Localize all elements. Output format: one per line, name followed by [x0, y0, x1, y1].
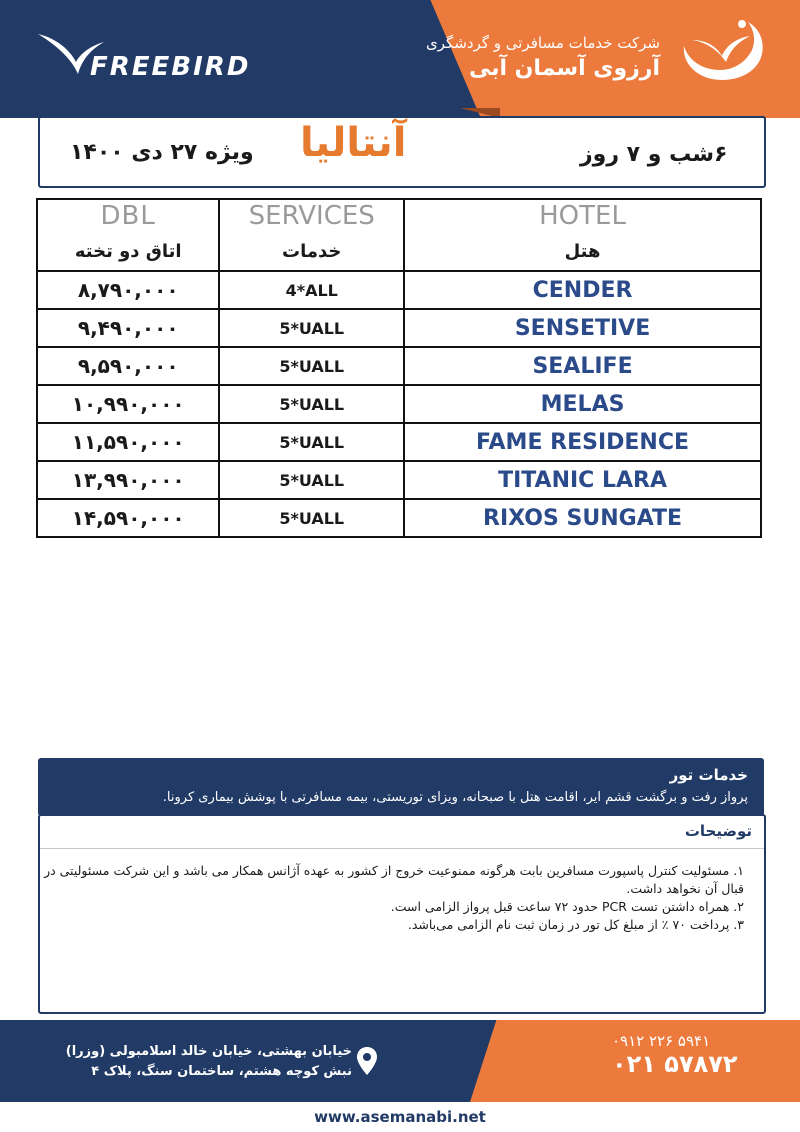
brand-name: FREEBIRD — [90, 52, 251, 82]
destination-title: آنتالیا — [300, 120, 407, 166]
service-cell: 4*ALL — [219, 271, 404, 309]
mobile-phone[interactable]: ۰۹۱۲ ۲۲۶ ۵۹۴۱ — [612, 1032, 711, 1050]
table-row — [37, 347, 761, 385]
header-hotel-fa: هتل — [404, 232, 761, 271]
table-header-fa — [37, 232, 761, 271]
hotel-cell: SENSETIVE — [404, 309, 761, 347]
hotel-cell: SEALIFE — [404, 347, 761, 385]
location-pin-icon — [356, 1046, 378, 1076]
notes-divider — [40, 848, 764, 849]
table-row — [37, 385, 761, 423]
table-header-en — [37, 199, 761, 232]
header-dbl: DBL — [37, 199, 219, 232]
service-cell: 5*UALL — [219, 423, 404, 461]
service-cell: 5*UALL — [219, 385, 404, 423]
table-row — [37, 499, 761, 537]
tour-services-text: پرواز رفت و برگشت قشم ایر، اقامت هتل با صبحانه، ویزای توریستی، بیمه مسافرتی با پوشش بیماری کرونا. — [162, 790, 748, 805]
notes-list — [44, 862, 744, 934]
price-cell: ۹,۵۹۰,۰۰۰ — [37, 347, 219, 385]
price-cell: ۹,۴۹۰,۰۰۰ — [37, 309, 219, 347]
price-cell: ۱۰,۹۹۰,۰۰۰ — [37, 385, 219, 423]
company-bird-logo-icon — [672, 10, 772, 90]
table-row — [37, 309, 761, 347]
hotel-cell: RIXOS SUNGATE — [404, 499, 761, 537]
hotel-cell: FAME RESIDENCE — [404, 423, 761, 461]
tour-services-title: خدمات تور — [669, 766, 748, 784]
hotel-cell: TITANIC LARA — [404, 461, 761, 499]
website-link[interactable]: www.asemanabi.net — [314, 1108, 486, 1126]
header-hotel: HOTEL — [404, 199, 761, 232]
tour-services-panel — [38, 758, 764, 816]
tour-date: ویژه ۲۷ دی ۱۴۰۰ — [70, 140, 254, 165]
table-row — [37, 423, 761, 461]
hotel-price-table — [36, 198, 762, 538]
tour-duration: ۶شب و ۷ روز — [580, 142, 728, 167]
service-cell: 5*UALL — [219, 347, 404, 385]
price-cell: ۱۳,۹۹۰,۰۰۰ — [37, 461, 219, 499]
note-item: ۱. مسئولیت کنترل پاسپورت مسافرین بابت هرگونه ممنوعیت خروج از کشور به عهده آژانس همکار می باشد و این شرکت مسئولیتی در قبال آن نخواهد داشت. — [44, 863, 744, 896]
note-item: ۳. پرداخت ۷۰ ٪ از مبلغ کل تور در زمان ثبت نام الزامی می‌باشد. — [407, 917, 744, 932]
price-cell: ۱۴,۵۹۰,۰۰۰ — [37, 499, 219, 537]
header-services: SERVICES — [219, 199, 404, 232]
service-cell: 5*UALL — [219, 309, 404, 347]
header-dbl-fa: اتاق دو تخته — [37, 232, 219, 271]
company-subtitle: شرکت خدمات مسافرتی و گردشگری — [426, 34, 660, 52]
price-cell: ۱۱,۵۹۰,۰۰۰ — [37, 423, 219, 461]
service-cell: 5*UALL — [219, 461, 404, 499]
company-name: آرزوی آسمان آبی — [468, 56, 660, 81]
hotel-cell: MELAS — [404, 385, 761, 423]
office-phone[interactable]: ۰۲۱ ۵۷۸۷۲ — [612, 1050, 738, 1078]
address-line-1: خیابان بهشتی، خیابان خالد اسلامبولی (وزرا) — [65, 1044, 352, 1059]
address-line-2: نبش کوچه هشتم، ساختمان سنگ، پلاک ۴ — [91, 1064, 352, 1079]
table-row — [37, 271, 761, 309]
price-cell: ۸,۷۹۰,۰۰۰ — [37, 271, 219, 309]
header-services-fa: خدمات — [219, 232, 404, 271]
note-item: ۲. همراه داشتن تست PCR حدود ۷۲ ساعت قبل پرواز الزامی است. — [390, 899, 744, 914]
hotel-cell: CENDER — [404, 271, 761, 309]
notes-title: توضیحات — [684, 822, 752, 840]
service-cell: 5*UALL — [219, 499, 404, 537]
table-row — [37, 461, 761, 499]
